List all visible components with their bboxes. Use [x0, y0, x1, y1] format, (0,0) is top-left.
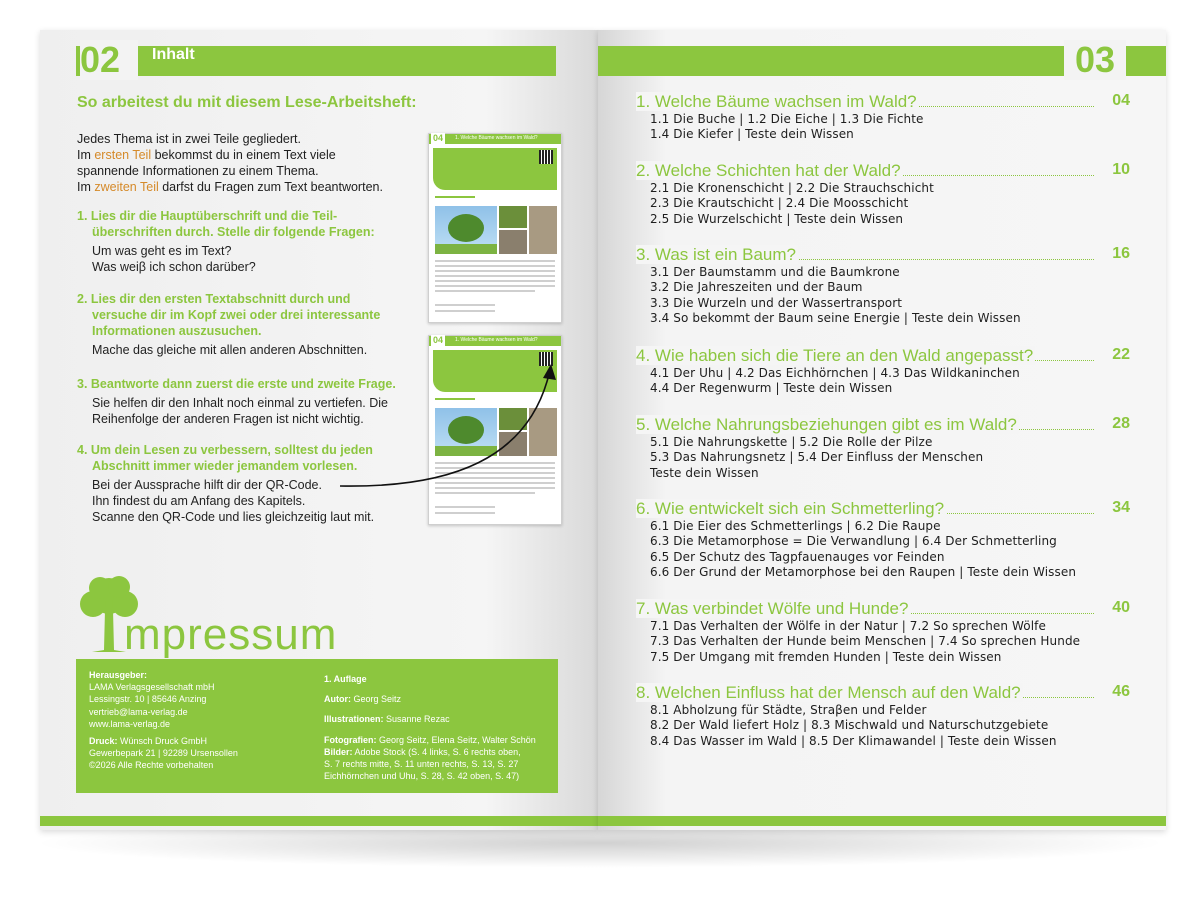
intro-line: Im ersten Teil bekommst du in einem Text viele [77, 148, 336, 162]
intro-text [77, 131, 383, 195]
impressum-title: mpressum [124, 610, 338, 659]
intro-line: Jedes Thema ist in zwei Teile gegliedert. [77, 132, 301, 146]
highlight-second-part: zweiten Teil [94, 180, 159, 194]
step-3: 3. Beantworte dann zuerst die erste und zweite Frage. Sie helfen dir den Inhalt noch einmal zu vertiefen. Die Reihenfolge der anderen Fragen ist nicht wichtig. [77, 377, 396, 426]
credits-info: 1. Auflage Autor: Georg Seitz Illustrationen: Susanne Rezac Fotografien: Georg Seitz, Elena Seitz, Walter Schön Bilder: Adobe Stock (S. 4 links, S. 6 rechts oben, S. 7 rechts mitte, S. 11 unten rechts, S. 13, S. 27 Eichhörnchen und Uhu, S. 28, S. 42 oben, S. 47) [324, 674, 536, 782]
left-bottom-band [40, 816, 598, 826]
instructions-heading: So arbeitest du mit diesem Lese-Arbeitsheft: [77, 94, 417, 111]
step-4: 4. Um dein Lesen zu verbessern, solltest du jeden Abschnitt immer wieder jemandem vorlesen. Bei der Aussprache hilft dir der QR-Code. Ihn findest du am Anfang des Kapitels. Scanne den QR-Code und lies gleichzeitig laut mit. [77, 443, 375, 524]
pointer-arrow [330, 350, 560, 500]
publisher-info: Herausgeber: LAMA Verlagsgesellschaft mbH Lessingstr. 10 | 85646 Anzing vertrieb@lama-verlag.de www.lama-verlag.de Druck: Wünsch Druck GmbH Gewerbepark 21 | 92289 Ursensollen ©2026 Alle Rechte vorbehalten [89, 670, 238, 771]
impressum-box [76, 659, 558, 793]
sample-page-thumbnail: 04 1. Welche Bäume wachsen im Wald? [428, 335, 562, 525]
toc-page-number: 16 [1112, 245, 1130, 262]
toc-chapter[interactable]: 4. Wie haben sich die Tiere an den Wald angepasst? 22 4.1 Der Uhu | 4.2 Das Eichhörnchen | 4.3 Das Wildkaninchen 4.4 Der Regenwurm | Teste dein Wissen [636, 346, 1130, 396]
toc-chapter[interactable]: 8. Welchen Einfluss hat der Mensch auf den Wald? 46 8.1 Abholzung für Städte, Straβen und Felder 8.2 Der Wald liefert Holz | 8.3 Mischwald und Naturschutzgebiete 8.4 Das Wasser im Wald | 8.5 Der Klimawandel | Teste dein Wissen [636, 683, 1130, 748]
right-header-bar [598, 46, 1128, 76]
toc-chapter[interactable]: 3. Was ist ein Baum? 16 3.1 Der Baumstamm und die Baumkrone 3.2 Die Jahreszeiten und der Baum 3.3 Die Wurzeln und der Wassertransport 3.4 So bekommt der Baum seine Energie | Teste dein Wissen [636, 245, 1130, 326]
intro-line: spannende Informationen zu einem Thema. [77, 164, 319, 178]
right-header-stub [1128, 46, 1166, 76]
tree-photo [435, 206, 497, 254]
toc-page-number: 10 [1112, 161, 1130, 178]
toc-page-number: 46 [1112, 683, 1130, 700]
intro-line: Im zweiten Teil darfst du Fragen zum Text beantworten. [77, 180, 383, 194]
toc-chapter[interactable]: 7. Was verbindet Wölfe und Hunde? 40 7.1 Das Verhalten der Wölfe in der Natur | 7.2 So sprechen Wölfe 7.3 Das Verhalten der Hunde beim Menschen | 7.4 So sprechen Hunde 7.5 Der Umgang mit fremden Hunden | Teste dein Wissen [636, 599, 1130, 664]
toc-chapter[interactable]: 5. Welche Nahrungsbeziehungen gibt es im Wald? 28 5.1 Die Nahrungskette | 5.2 Die Rolle der Pilze 5.3 Das Nahrungsnetz | 5.4 Der Einfluss der Menschen Teste dein Wissen [636, 415, 1130, 480]
toc-page-number: 04 [1112, 92, 1130, 109]
step-2: 2. Lies dir den ersten Textabschnitt durch und versuche dir im Kopf zwei oder drei interessante Informationen auszusuchen. Mache das gleiche mit allen anderen Abschnitten. [77, 292, 381, 357]
highlight-first-part: ersten Teil [94, 148, 152, 162]
toc-chapter[interactable]: 6. Wie entwickelt sich ein Schmetterling? 34 6.1 Die Eier des Schmetterlings | 6.2 Die Raupe 6.3 Die Metamorphose = Die Verwandlung | 6.4 Der Schmetterling 6.5 Der Schutz des Tagpfauenauges vor Feinden 6.6 Der Grund der Metamorphose bei den Raupen | Teste dein Wissen [636, 499, 1130, 580]
left-page-title: Inhalt [152, 46, 195, 63]
toc-page-number: 22 [1112, 346, 1130, 363]
left-page-number: 02 [80, 40, 138, 80]
left-header-bar [76, 46, 556, 76]
toc-page-number: 28 [1112, 415, 1130, 432]
toc-page-number: 40 [1112, 599, 1130, 616]
qr-code-icon [539, 150, 553, 164]
step-1: 1. Lies dir die Hauptüberschrift und die Teil- überschriften durch. Stelle dir folgende Fragen: Um was geht es im Text? Was weiβ ich schon darüber? [77, 209, 375, 274]
sample-page-thumbnail: 04 1. Welche Bäume wachsen im Wald? [428, 133, 562, 323]
right-page-number: 03 [1064, 40, 1126, 80]
toc-chapter[interactable]: 1. Welche Bäume wachsen im Wald? 04 1.1 Die Buche | 1.2 Die Eiche | 1.3 Die Fichte 1.4 Die Kiefer | Teste dein Wissen [636, 92, 1130, 142]
right-bottom-band [598, 816, 1166, 826]
toc-page-number: 34 [1112, 499, 1130, 516]
toc-chapter[interactable]: 2. Welche Schichten hat der Wald? 10 2.1 Die Kronenschicht | 2.2 Die Strauchschicht 2.3 Die Krautschicht | 2.4 Die Moosschicht 2.5 Die Wurzelschicht | Teste dein Wissen [636, 161, 1130, 226]
